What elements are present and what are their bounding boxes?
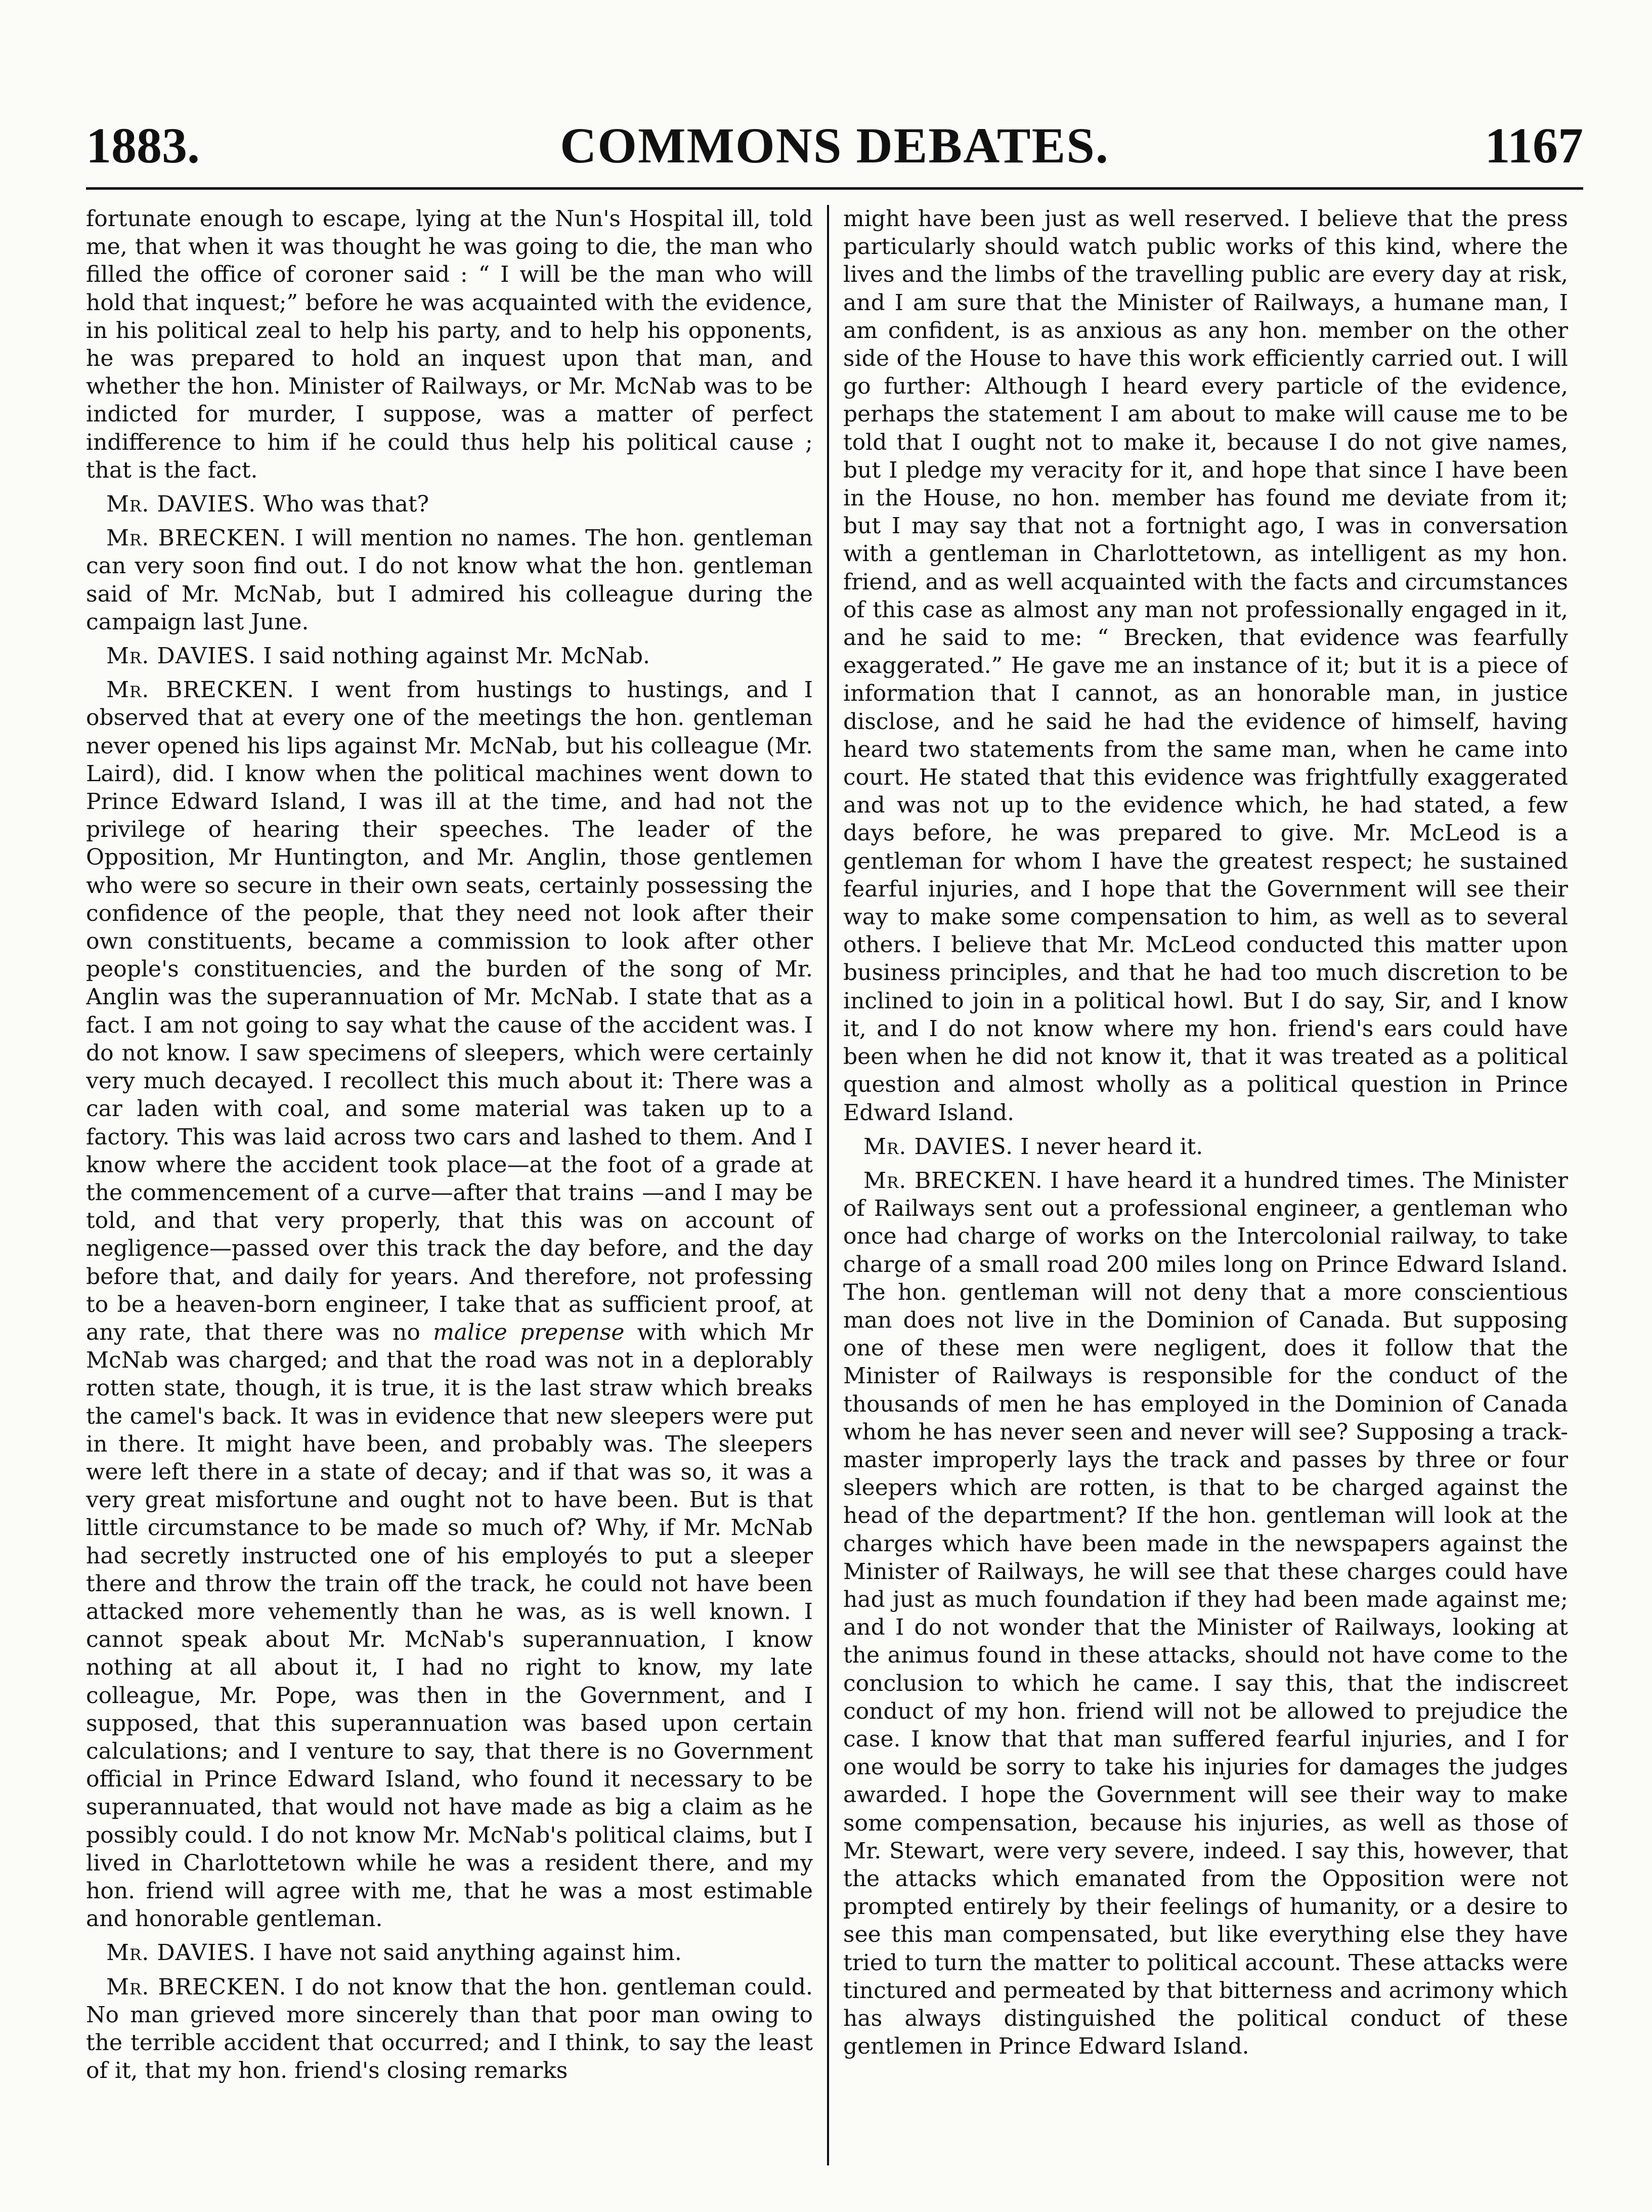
right-column <box>827 205 1568 2165</box>
speech-paragraph <box>86 490 813 518</box>
header-rule <box>86 187 1583 190</box>
speech-text: Who was that? <box>263 491 429 518</box>
speech-paragraph <box>843 205 1568 1127</box>
speech-text: I do not know that the hon. gentleman could. No man grieved more sincerely than that poor man owing to the terrible accident that occurred; and I think, to say the least of it, that my hon. friend's closing remarks <box>86 1974 813 2084</box>
speech-paragraph <box>843 1133 1568 1161</box>
speech-text: I said nothing against Mr. McNab. <box>263 643 650 669</box>
speech-paragraph <box>86 676 813 1933</box>
speech-text: I have heard it a hundred times. The Minister of Railways sent out a professional engineer, a gentleman who once had charge of works on the Intercolonial railway, to take charge of a small road 200 miles long on Prince Edward Island. The hon. gentleman will not deny that a more conscientious man does not live in the Dominion of Canada. But supposing one of these men were negligent, does it follow that the Minister of Railways is responsible for the conduct of the thousands of men he has employed in the Dominion of Canada whom he has never seen and never will see? Supposing a track-master improperly lays the track and passes by three or four sleepers which are rotten, is that to be charged against the head of the department? If the hon. gentleman will look at the charges which have been made in the newspapers against the Minister of Railways, he will see that these charges could have had just as much foundation if they had been made against me; and I do not wonder that the Minister of Railways, looking at the animus found in these attacks, should not have come to the conclusion to which he came. I say this, that the indiscreet conduct of my hon. friend will not be allowed to prejudice the case. I know that that man suffered fearful injuries, and I for one would be sorry to take his injuries for damages the judges awarded. I hope the Government will see their way to make some compensation, because his injuries, as well as those of Mr. Stewart, were very severe, indeed. I say this, however, that the attacks which emanated from the Opposition were not prompted entirely by their feelings of humanity, or a desire to see this man compensated, but like everything else they have tried to turn the matter to political account. These attacks were tinctured and permeated by that bitterness and acrimony which has always distinguished the political conduct of these gentlemen in Prince Edward Island. <box>843 1167 1568 2060</box>
speech-text: I went from hustings to hustings, and I observed that at every one of the meetings the hon. gentleman never opened his lips against Mr. McNab, but his colleague (Mr. Laird), did. I know when the political machines went down to Prince Edward Island, I was ill at the time, and had not the privilege of hearing their speeches. The leader of the Opposition, Mr Huntington, and Mr. Anglin, those gentlemen who were so secure in their own seats, certainly possessing the confidence of the people, that they need not look after their own constituents, became a commission to look after other people's constituencies, and the burden of the song of Mr. Anglin was the superannuation of Mr. McNab. I state that as a fact. I am not going to say what the cause of the accident was. I do not know. I saw specimens of sleepers, which were certainly very much decayed. I recollect this much about it: There was a car laden with coal, and some material was taken up to a factory. This was laid across two cars and lashed to them. And I know where the accident took place—at the foot of a grade at the commencement of a curve—after that trains —and I may be told, and that very properly, that this was on account of negligence—passed over this track the day before, and the day before that, and daily for years. And therefore, not professing to be a heaven-born engineer, I take that as sufficient proof, at any rate, that there was no malice prepense with which Mr McNab was charged; and that the road was not in a deplorably rotten state, though, it is true, it is the last straw which breaks the camel's back. It was in evidence that new sleepers were put in there. It might have been, and probably was. The sleepers were left there in a state of decay; and if that was so, it was a very great misfortune and ought not to have been. But is that little circumstance to be made so much of? Why, if Mr. McNab had secretly instructed one of his employés to put a sleeper there and throw the train off the track, he could not have been attacked more vehemently than he was, as is well known. I cannot speak about Mr. McNab's superannuation, I know nothing at all about it, I had no right to know, my late colleague, Mr. Pope, was then in the Government, and I supposed, that this superannuation was based upon certain calculations; and I venture to say, that there is no Government official in Prince Edward Island, who found it necessary to be superannuated, that would not have made as big a claim as he possibly could. I do not know Mr. McNab's political claims, but I lived in Charlottetown while he was a resident there, and my hon. friend will agree with me, that he was a most estimable and honorable gentleman. <box>86 677 813 1932</box>
speech-paragraph <box>86 1939 813 1967</box>
speaker-name: Mr. BRECKEN. <box>863 1167 1043 1194</box>
speaker-name: Mr. BRECKEN. <box>106 525 287 551</box>
page-header <box>86 116 1583 192</box>
speech-paragraph <box>843 1167 1568 2061</box>
speaker-name: Mr. BRECKEN. <box>106 677 295 703</box>
header-title: COMMONS DEBATES. <box>560 117 1109 174</box>
speech-text: I will mention no names. The hon. gentleman can very soon find out. I do not know what the hon. gentleman said of Mr. McNab, but I admired his colleague during the campaign last June. <box>86 525 813 635</box>
speaker-name: Mr. DAVIES. <box>106 491 256 518</box>
speech-paragraph <box>86 1973 813 2085</box>
speech-text: I never heard it. <box>1020 1133 1203 1160</box>
columns <box>86 205 1583 2165</box>
header-year: 1883. <box>86 117 200 174</box>
header-page-number: 1167 <box>1485 117 1583 174</box>
speech-text: fortunate enough to escape, lying at the Nun's Hospital ill, told me, that when it was thought he was going to die, the man who filled the office of coroner said : “ I will be the man who will hold that inquest;” before he was acquainted with the evidence, in his political zeal to help his party, and to help his opponents, he was prepared to hold an inquest upon that man, and whether the hon. Minister of Railways, or Mr. McNab was to be indicted for murder, I suppose, was a matter of perfect indifference to him if he could thus help his political cause ; that is the fact. <box>86 206 813 483</box>
speech-text: might have been just as well reserved. I believe that the press particularly should watch public works of this kind, where the lives and the limbs of the travelling public are every day at risk, and I am sure that the Minister of Railways, a humane man, I am confident, is as anxious as any hon. member on the other side of the House to have this work efficiently carried out. I will go further: Although I heard every particle of the evidence, perhaps the statement I am about to make will cause me to be told that I ought not to make it, because I do not give names, but I pledge my veracity for it, and hope that since I have been in the House, no hon. member has found me deviate from it; but I may say that not a fortnight ago, I was in conversation with a gentleman in Charlottetown, as intelligent as my hon. friend, and as well acquainted with the facts and circumstances of this case as almost any man not professionally engaged in it, and he said to me: “ Brecken, that evidence was fearfully exaggerated.” He gave me an instance of it; but it is a piece of information that I cannot, as an honorable man, in justice disclose, and he said he had the evidence of himself, having heard two statements from the same man, when he came into court. He stated that this evidence was frightfully exaggerated and was not up to the evidence which, he had stated, a few days before, he was prepared to give. Mr. McLeod is a gentleman for whom I have the greatest respect; he sustained fearful injuries, and I hope that the Government will see their way to make some compensation to him, as well as to several others. I believe that Mr. McLeod conducted this matter upon business principles, and that he had too much discretion to be inclined to join in a political howl. But I do say, Sir, and I know it, and I do not know where my hon. friend's ears could have been when he did not know it, that it was treated as a political question and almost wholly as a political question in Prince Edward Island. <box>843 206 1568 1126</box>
speech-paragraph <box>86 642 813 670</box>
left-column <box>86 205 827 2165</box>
speaker-name: Mr. DAVIES. <box>106 1940 256 1966</box>
speech-text: I have not said anything against him. <box>263 1940 682 1966</box>
speaker-name: Mr. DAVIES. <box>106 643 256 669</box>
speaker-name: Mr. BRECKEN. <box>106 1974 287 2000</box>
speech-paragraph <box>86 205 813 484</box>
speech-paragraph <box>86 524 813 636</box>
page <box>86 116 1583 2165</box>
speaker-name: Mr. DAVIES. <box>863 1133 1014 1160</box>
